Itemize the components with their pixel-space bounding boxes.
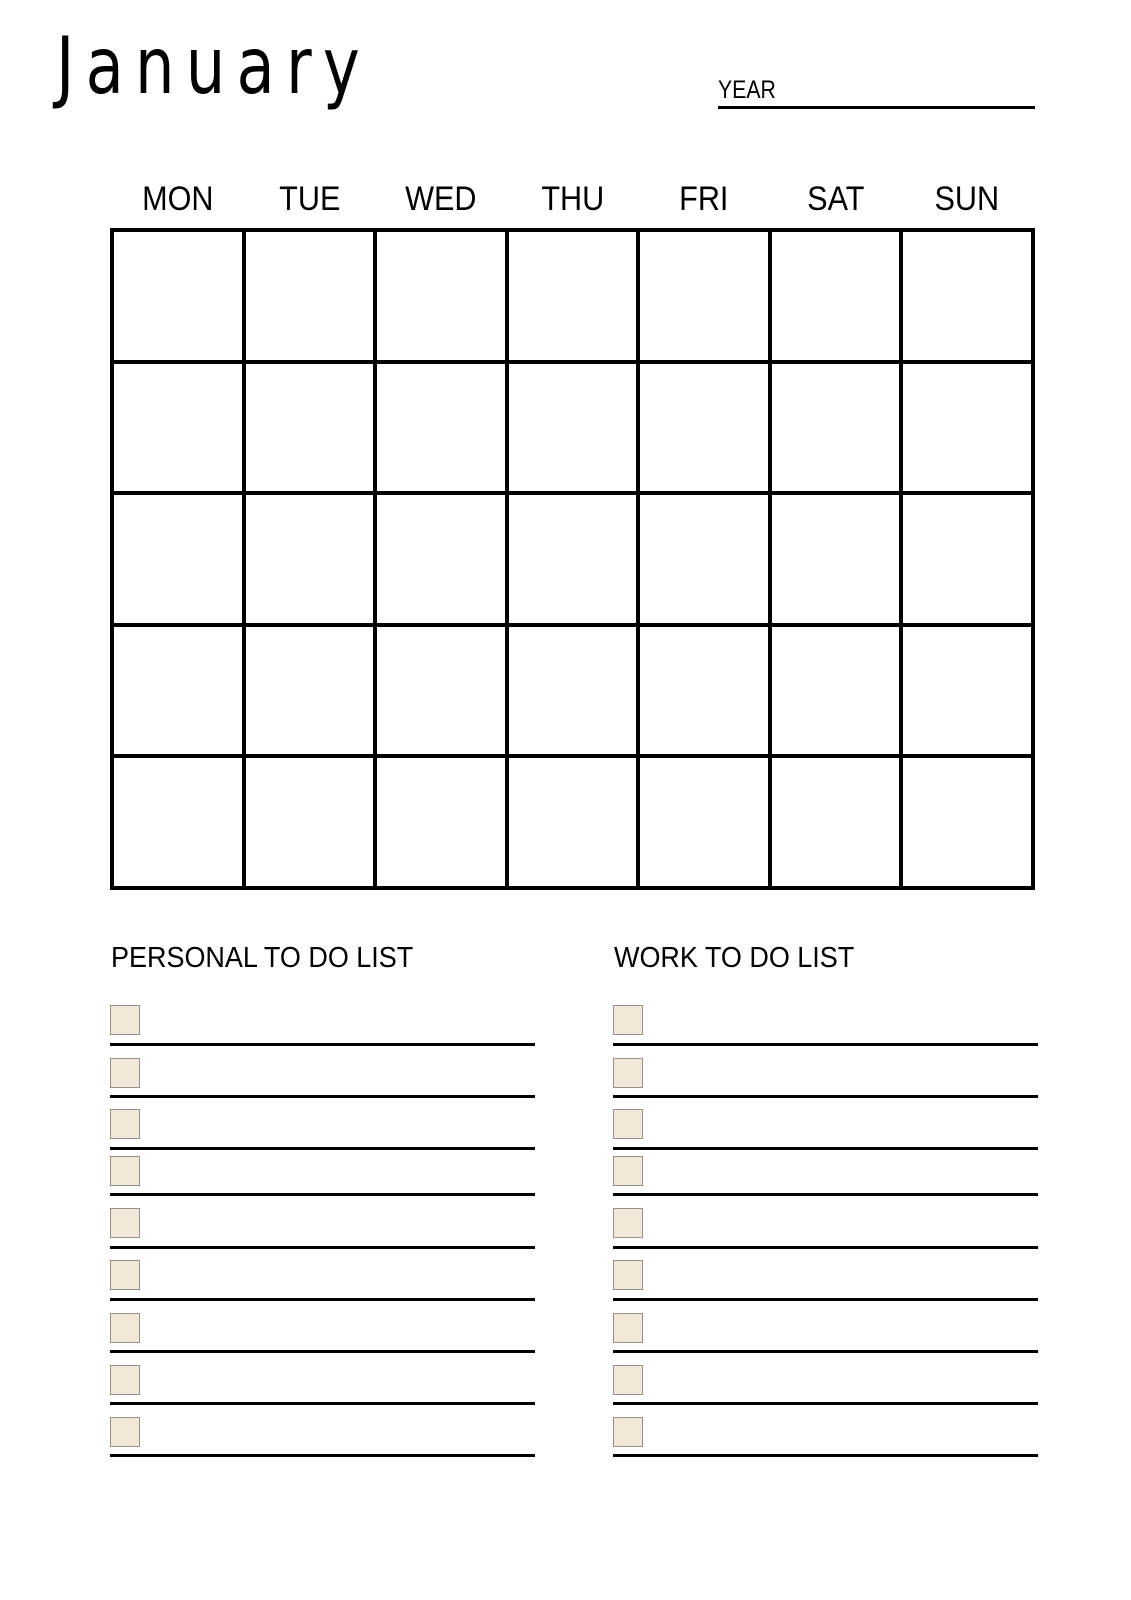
- work-checkbox[interactable]: [613, 1417, 643, 1447]
- personal-todo-line[interactable]: [110, 1402, 535, 1405]
- year-label: YEAR: [718, 76, 776, 104]
- day-cell[interactable]: [112, 756, 244, 888]
- day-cell[interactable]: [770, 625, 902, 757]
- day-cell[interactable]: [507, 362, 639, 494]
- personal-checkbox[interactable]: [110, 1156, 140, 1186]
- day-cell[interactable]: [770, 362, 902, 494]
- weekday-sat: SAT: [807, 180, 865, 218]
- work-checkbox[interactable]: [613, 1058, 643, 1088]
- personal-todo-line[interactable]: [110, 1095, 535, 1098]
- day-cell[interactable]: [375, 493, 507, 625]
- day-cell[interactable]: [770, 493, 902, 625]
- work-todo-line[interactable]: [613, 1095, 1038, 1098]
- work-list-title: WORK TO DO LIST: [614, 942, 855, 974]
- day-cell[interactable]: [244, 493, 376, 625]
- day-cell[interactable]: [901, 493, 1033, 625]
- personal-todo-line[interactable]: [110, 1193, 535, 1196]
- personal-checkbox[interactable]: [110, 1260, 140, 1290]
- work-checkbox[interactable]: [613, 1313, 643, 1343]
- work-checkbox[interactable]: [613, 1109, 643, 1139]
- work-checkbox[interactable]: [613, 1005, 643, 1035]
- weekday-header: [112, 180, 1033, 219]
- day-cell[interactable]: [901, 230, 1033, 362]
- weekday-mon: MON: [142, 180, 214, 218]
- personal-checkbox[interactable]: [110, 1109, 140, 1139]
- day-cell[interactable]: [375, 362, 507, 494]
- work-todo-line[interactable]: [613, 1350, 1038, 1353]
- day-cell[interactable]: [507, 230, 639, 362]
- day-cell[interactable]: [638, 625, 770, 757]
- work-todo-line[interactable]: [613, 1454, 1038, 1457]
- personal-checkbox[interactable]: [110, 1058, 140, 1088]
- work-todo-line[interactable]: [613, 1402, 1038, 1405]
- personal-todo-line[interactable]: [110, 1043, 535, 1046]
- work-checkbox[interactable]: [613, 1260, 643, 1290]
- personal-todo-line[interactable]: [110, 1350, 535, 1353]
- day-cell[interactable]: [112, 625, 244, 757]
- day-cell[interactable]: [375, 230, 507, 362]
- day-cell[interactable]: [901, 756, 1033, 888]
- calendar-grid: [110, 228, 1035, 890]
- work-todo-line[interactable]: [613, 1043, 1038, 1046]
- personal-checkbox[interactable]: [110, 1208, 140, 1238]
- personal-checkbox[interactable]: [110, 1417, 140, 1447]
- personal-todo-line[interactable]: [110, 1147, 535, 1150]
- weekday-tue: TUE: [278, 180, 340, 218]
- day-cell[interactable]: [638, 230, 770, 362]
- personal-list-title: PERSONAL TO DO LIST: [111, 942, 414, 974]
- day-cell[interactable]: [507, 493, 639, 625]
- weekday-sun: SUN: [934, 180, 1000, 218]
- day-cell[interactable]: [638, 756, 770, 888]
- day-cell[interactable]: [901, 362, 1033, 494]
- day-cell[interactable]: [638, 362, 770, 494]
- personal-checkbox[interactable]: [110, 1313, 140, 1343]
- work-todo-line[interactable]: [613, 1246, 1038, 1249]
- day-cell[interactable]: [770, 756, 902, 888]
- day-cell[interactable]: [112, 230, 244, 362]
- day-cell[interactable]: [375, 756, 507, 888]
- year-input-line[interactable]: [718, 106, 1035, 109]
- day-cell[interactable]: [638, 493, 770, 625]
- work-todo-line[interactable]: [613, 1193, 1038, 1196]
- day-cell[interactable]: [375, 625, 507, 757]
- day-cell[interactable]: [244, 362, 376, 494]
- day-cell[interactable]: [244, 756, 376, 888]
- day-cell[interactable]: [507, 756, 639, 888]
- personal-checkbox[interactable]: [110, 1365, 140, 1395]
- personal-todo-line[interactable]: [110, 1246, 535, 1249]
- day-cell[interactable]: [244, 625, 376, 757]
- day-cell[interactable]: [901, 625, 1033, 757]
- work-checkbox[interactable]: [613, 1156, 643, 1186]
- day-cell[interactable]: [507, 625, 639, 757]
- day-cell[interactable]: [112, 493, 244, 625]
- work-todo-line[interactable]: [613, 1298, 1038, 1301]
- work-checkbox[interactable]: [613, 1208, 643, 1238]
- personal-todo-line[interactable]: [110, 1454, 535, 1457]
- day-cell[interactable]: [770, 230, 902, 362]
- weekday-wed: WED: [405, 180, 477, 218]
- personal-checkbox[interactable]: [110, 1005, 140, 1035]
- weekday-thu: THU: [541, 180, 604, 218]
- day-cell[interactable]: [112, 362, 244, 494]
- personal-todo-line[interactable]: [110, 1298, 535, 1301]
- work-checkbox[interactable]: [613, 1365, 643, 1395]
- month-title: January: [56, 22, 371, 112]
- weekday-fri: FRI: [679, 180, 729, 218]
- work-todo-line[interactable]: [613, 1147, 1038, 1150]
- day-cell[interactable]: [244, 230, 376, 362]
